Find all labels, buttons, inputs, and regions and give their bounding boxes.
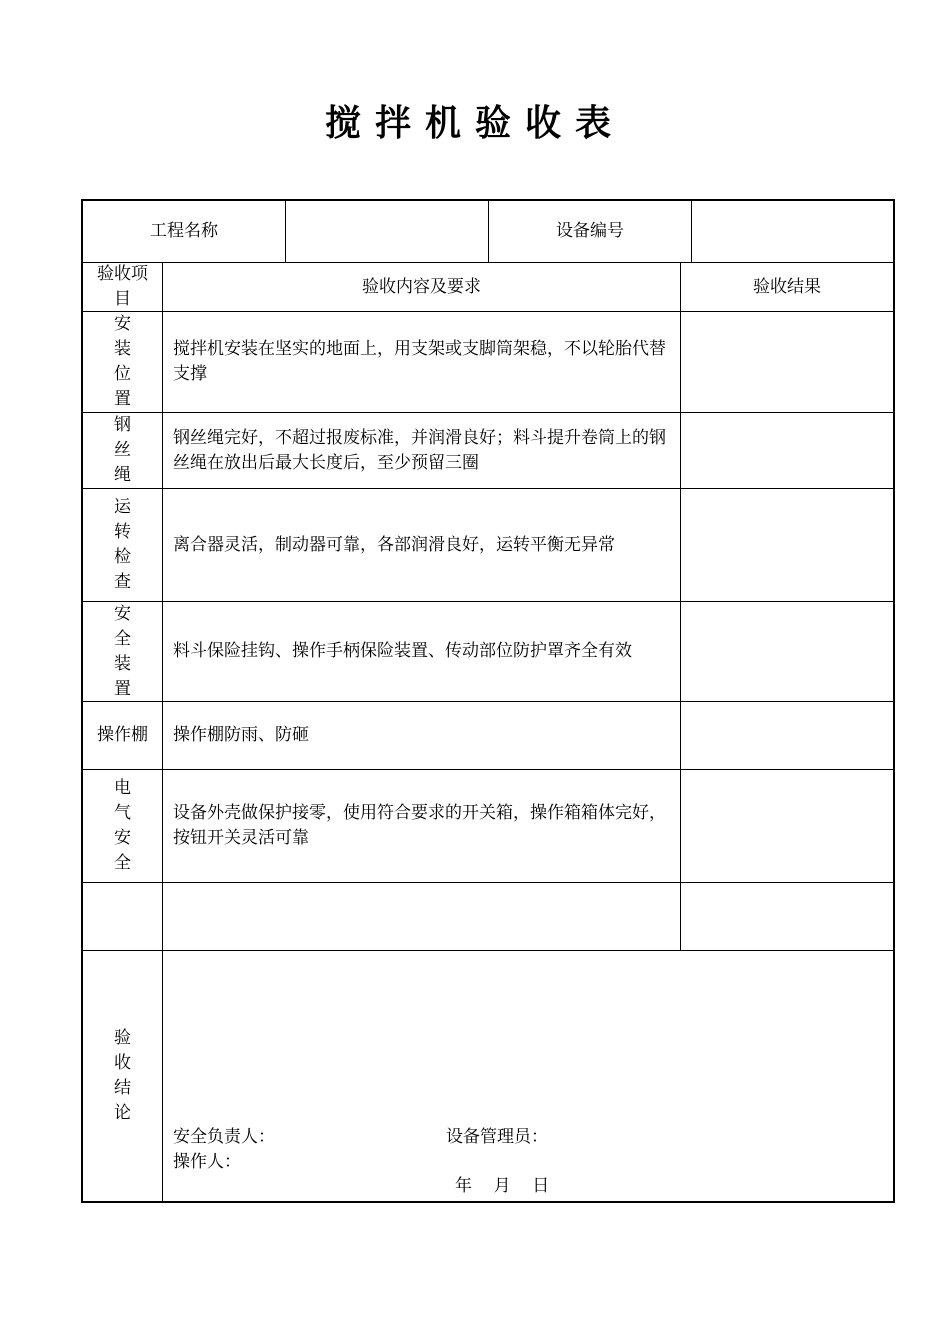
requirement-cell: 操作棚防雨、防砸 [173,725,309,745]
item-cell: 安全装置 [114,603,131,699]
conclusion-label-cell: 验收结论 [114,1028,131,1123]
acceptance-table [81,199,895,1203]
requirement-cell: 料斗保险挂钩、操作手柄保险装置、传动部位防护罩齐全有效 [173,641,632,661]
item-cell: 运转检查 [114,497,131,592]
project-name-field[interactable] [286,201,488,262]
conclusion-cell[interactable] [163,951,893,1201]
device-number-field[interactable] [692,201,893,262]
result-cell[interactable] [681,770,893,882]
project-name-label: 工程名称 [150,221,218,241]
item-cell[interactable] [83,883,162,950]
result-cell[interactable] [681,312,893,412]
item-cell: 电气安全 [114,778,131,873]
result-cell[interactable] [681,883,893,950]
requirement-cell: 钢丝绳完好，不超过报废标准，并润滑良好；料斗提升卷筒上的钢丝绳在放出后最大长度后，至少预留三圈 [173,427,666,473]
result-cell[interactable] [681,489,893,601]
operator-signature[interactable]: 操作人： [173,1152,241,1172]
item-cell: 钢丝绳 [114,415,131,485]
requirement-cell: 设备外壳做保护接零，使用符合要求的开关箱，操作箱箱体完好，按钮开关灵活可靠 [173,803,666,848]
requirement-cell: 搅拌机安装在坚实的地面上，用支架或支脚筒架稳，不以轮胎代替支撑 [173,339,666,384]
column-header-content: 验收内容及要求 [362,276,481,297]
requirement-cell: 离合器灵活，制动器可靠，各部润滑良好，运转平衡无异常 [173,534,615,555]
safety-officer-signature[interactable]: 安全负责人： [173,1127,275,1147]
item-cell: 安装位置 [114,314,131,409]
form-title: 搅拌机验收表 [324,103,625,144]
signature-date[interactable]: 年 月 日 [455,1176,550,1196]
result-cell[interactable] [681,602,893,701]
column-header-result: 验收结果 [753,276,821,297]
device-number-label: 设备编号 [556,221,624,241]
item-cell: 操作棚 [97,725,148,745]
equipment-manager-signature[interactable]: 设备管理员： [446,1127,548,1147]
requirement-cell[interactable] [163,883,680,950]
result-cell[interactable] [681,702,893,769]
result-cell[interactable] [681,413,893,488]
column-header-item: 验收项目 [97,264,148,309]
